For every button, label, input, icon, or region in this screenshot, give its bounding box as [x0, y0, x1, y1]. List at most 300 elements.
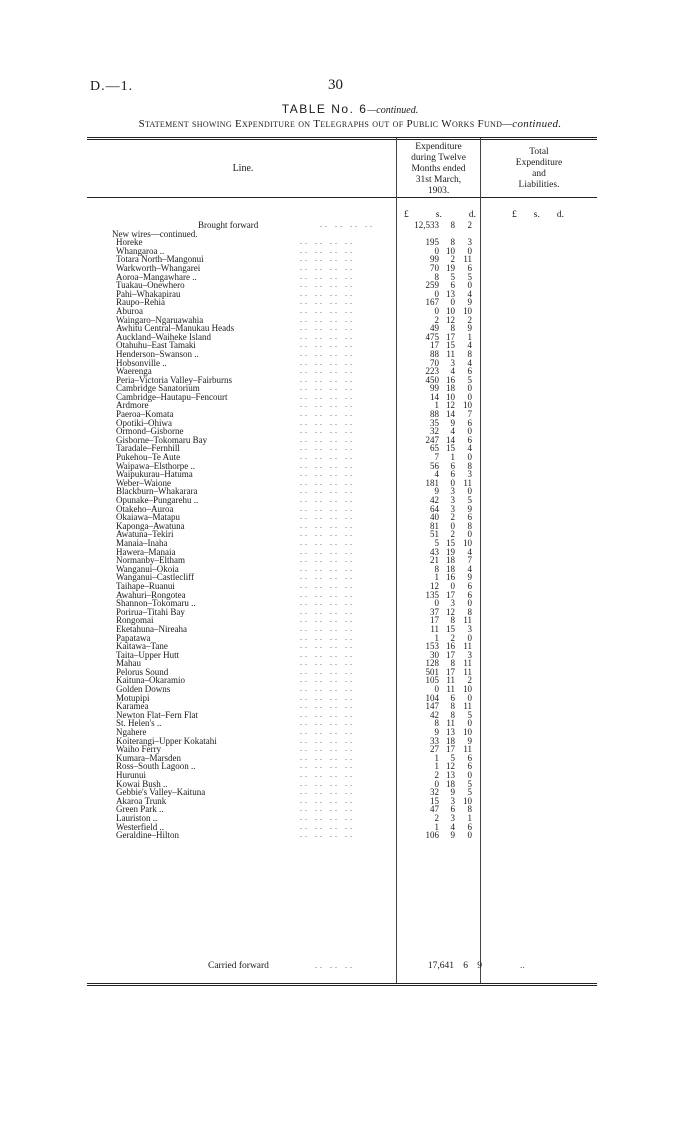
pence: 7 — [467, 555, 472, 566]
shillings: 0 — [450, 580, 455, 591]
shillings: 8 — [450, 658, 455, 669]
pounds: 104 — [425, 692, 439, 703]
line-name: Hurunui — [116, 770, 146, 780]
leader-dots: .. .. .. .. — [300, 623, 355, 633]
shillings: 18 — [446, 563, 455, 574]
table-row — [90, 831, 600, 840]
shillings: 4 — [450, 366, 455, 377]
table-title-main: TABLE No. 6 — [281, 102, 368, 116]
pence: 0 — [467, 280, 472, 291]
unit-pence: d. — [556, 210, 564, 220]
pence: 10 — [463, 537, 472, 548]
leader-dots: .. .. .. .. — [300, 434, 355, 444]
leader-dots: .. .. .. .. — [300, 589, 355, 599]
pence: 4 — [467, 357, 472, 368]
table-body — [90, 221, 600, 840]
leader-dots: .. .. .. .. — [300, 658, 355, 668]
pence: 10 — [463, 684, 472, 695]
pence: 6 — [467, 821, 472, 832]
leader-dots: .. .. .. .. — [300, 348, 355, 358]
shillings: 3 — [450, 503, 455, 514]
pence: 4 — [467, 546, 472, 557]
leader-dots: .. .. .. .. — [300, 684, 355, 694]
hdr-exp-line: 31st March, — [415, 175, 462, 185]
leader-dots: .. .. .. .. — [300, 598, 355, 608]
pence: 4 — [467, 443, 472, 454]
shillings: 5 — [450, 271, 455, 282]
pence: 6 — [467, 434, 472, 445]
leader-dots: .. .. .. .. — [300, 744, 355, 754]
pounds: 475 — [425, 331, 439, 342]
line-name: Taradale–Fernhill — [116, 443, 180, 454]
column-header-expenditure — [397, 142, 480, 197]
pounds: 30 — [430, 649, 439, 660]
leader-dots: .. .. .. .. — [300, 503, 355, 513]
line-name: Otahuhu–East Tamaki — [116, 340, 196, 351]
pounds: 106 — [425, 830, 439, 841]
pounds: 35 — [430, 417, 439, 428]
line-name: Aoroa–Mangawhare .. — [116, 271, 197, 282]
pounds: 11 — [430, 623, 439, 634]
line-name: Kowai Bush .. — [116, 778, 168, 789]
carried-forward-total: .. — [520, 961, 525, 971]
line-name: Blackburn–Whakarara — [116, 486, 198, 497]
shillings: 18 — [446, 735, 455, 746]
pounds: 0 — [434, 684, 439, 695]
pounds: 147 — [425, 701, 439, 712]
leader-dots: .. .. .. .. — [300, 357, 355, 367]
shillings: 6 — [450, 692, 455, 703]
shillings: 15 — [446, 443, 455, 454]
leader-dots: .. .. .. .. — [300, 735, 355, 745]
line-name: Normanby–Eltham — [116, 555, 185, 566]
shillings: 8 — [450, 709, 455, 720]
leader-dots: .. .. .. .. — [300, 262, 355, 272]
line-name: Taihape–Ruanui — [116, 580, 175, 591]
line-name: Waerenga — [116, 366, 152, 377]
pounds: 12,533 — [414, 220, 439, 230]
leader-dots: .. .. .. .. — [300, 701, 355, 711]
unit-shillings: s. — [435, 210, 442, 220]
leader-dots: .. .. .. .. — [300, 804, 355, 814]
leader-dots: .. .. .. .. — [300, 460, 355, 470]
line-name: Cambridge–Hautapu–Fencourt — [116, 391, 228, 402]
bottom-rule — [87, 983, 597, 984]
pounds: 153 — [425, 641, 439, 652]
pounds: 42 — [430, 495, 439, 505]
shillings: 0 — [450, 520, 455, 531]
shillings: 13 — [446, 288, 455, 299]
pounds: 2 — [434, 812, 439, 823]
pounds: 5 — [434, 537, 439, 548]
line-name: Ross–South Lagoon .. — [116, 761, 196, 772]
pounds: 64 — [430, 503, 439, 514]
line-name: Gebbie's Valley–Kaituna — [116, 787, 206, 798]
pounds: 0 — [434, 288, 439, 299]
leader-dots: .. .. .. .. — [300, 254, 355, 264]
shillings: 18 — [446, 778, 455, 789]
pence: 10 — [463, 795, 472, 806]
leader-dots: .. .. .. .. — [320, 220, 375, 229]
line-name: Manaia–Inaha — [116, 537, 168, 548]
shillings: 17 — [446, 649, 455, 660]
leader-dots: .. .. .. .. — [300, 323, 355, 333]
leader-dots: .. .. .. .. — [300, 443, 355, 453]
leader-dots: .. .. .. .. — [300, 606, 355, 616]
pence: 2 — [467, 220, 472, 230]
line-name: Ardmore — [116, 400, 149, 411]
pounds: 7 — [434, 452, 439, 463]
leader-dots: .. .. .. .. — [300, 340, 355, 350]
line-name: Weber–Waione — [116, 477, 172, 488]
line-name: Pukehou–Te Aute — [116, 452, 181, 463]
line-name: Awatuna–Tekiri — [116, 529, 174, 540]
shillings: 11 — [446, 684, 455, 695]
hdr-tot-line: Expenditure — [515, 158, 563, 168]
shillings: 3 — [450, 357, 455, 368]
leader-dots: .. .. .. .. — [300, 477, 355, 487]
leader-dots: .. .. .. .. — [300, 675, 355, 685]
shillings: 6 — [450, 460, 455, 471]
pounds: 0 — [434, 245, 439, 256]
pounds: 1 — [434, 632, 439, 643]
pence: 6 — [467, 752, 472, 763]
pence: 10 — [463, 305, 472, 316]
pounds: 37 — [430, 606, 439, 617]
pounds: 14 — [430, 391, 439, 402]
pence: 11 — [463, 477, 472, 488]
shillings: 6 — [450, 804, 455, 815]
shillings: 4 — [450, 426, 455, 437]
leader-dots: .. .. .. .. — [300, 391, 355, 401]
shillings: 1 — [450, 452, 455, 463]
pence: 6 — [467, 589, 472, 600]
pence: 0 — [467, 529, 472, 540]
leader-dots: .. .. .. .. — [300, 563, 355, 573]
shillings: 10 — [446, 305, 455, 316]
pounds: 33 — [430, 735, 439, 746]
pence: 6 — [467, 417, 472, 428]
pence: 0 — [467, 391, 472, 402]
line-name: Kaponga–Awatuna — [116, 520, 185, 531]
pounds: 8 — [434, 563, 439, 574]
line-name: Warkworth–Whangarei — [116, 262, 201, 273]
pence: 9 — [467, 735, 472, 746]
line-name: Raupo–Rehia — [116, 297, 165, 308]
leader-dots: .. .. .. .. — [300, 314, 355, 324]
pence: 9 — [467, 297, 472, 308]
shillings: 3 — [450, 812, 455, 823]
pounds: 27 — [430, 744, 439, 755]
line-name: Hawera–Manaia — [116, 546, 176, 557]
line-name: Henderson–Swanson .. — [116, 348, 199, 359]
pence: 0 — [467, 452, 472, 463]
pounds: 88 — [430, 348, 439, 359]
leader-dots: .. .. .. .. — [300, 641, 355, 651]
pence: 8 — [467, 460, 472, 471]
line-name: Kaituna–Okaramio — [116, 675, 185, 686]
pence: 0 — [467, 486, 472, 497]
leader-dots: .. .. .. .. — [300, 812, 355, 822]
leader-dots: .. .. .. .. — [300, 830, 355, 840]
hdr-exp-line: Expenditure — [415, 142, 462, 152]
pounds: 167 — [425, 297, 439, 308]
line-name: Porirua–Titahi Bay — [116, 606, 185, 617]
shillings: 17 — [446, 744, 455, 755]
pence: 9 — [467, 323, 472, 334]
shillings: 9 — [450, 787, 455, 798]
line-name: Tuakau–Onewhero — [116, 280, 185, 291]
shillings: 13 — [446, 727, 455, 738]
pounds: 9 — [434, 486, 439, 497]
leader-dots: .. .. .. .. — [300, 400, 355, 410]
pounds: 65 — [430, 443, 439, 454]
leader-dots: .. .. .. .. — [300, 512, 355, 522]
line-name: Green Park .. — [116, 804, 164, 815]
line-name: Paeroa–Komata — [116, 409, 174, 420]
line-name: Otakeho–Auroa — [116, 503, 174, 514]
line-name: Westerfield .. — [116, 821, 165, 832]
pence: 0 — [467, 598, 472, 609]
line-name: Waipukurau–Hatuma — [116, 469, 193, 480]
pounds: 181 — [425, 477, 439, 488]
shillings: 19 — [446, 262, 455, 273]
pounds: 2 — [434, 314, 439, 325]
table-title-suffix: —continued. — [367, 105, 419, 116]
leader-dots: .. .. .. .. — [300, 331, 355, 341]
pence: 11 — [463, 701, 472, 712]
line-name: Taita–Upper Hutt — [116, 649, 180, 660]
line-name: Wanganui–Okoia — [116, 563, 179, 574]
page-ref: D.—1. — [90, 79, 134, 94]
leader-dots: .. .. .. .. — [300, 555, 355, 565]
pounds: 32 — [430, 787, 439, 798]
pence: 6 — [467, 512, 472, 523]
line-name: Eketahuna–Nireaha — [116, 623, 187, 634]
pence: 3 — [467, 237, 472, 248]
hdr-tot-line: Total — [529, 147, 549, 157]
shillings: 2 — [450, 529, 455, 540]
line-name: Horeke — [116, 237, 143, 248]
pounds: 12 — [430, 580, 439, 591]
shillings: 9 — [450, 830, 455, 841]
line-name: Papatawa — [116, 632, 151, 643]
line-name: Lauriston .. — [116, 812, 158, 823]
line-name: Auckland–Waiheke Island — [116, 331, 211, 342]
leader-dots: .. .. .. .. — [300, 374, 355, 384]
bottom-rule-inner — [87, 985, 597, 986]
line-name: Motupipi — [116, 692, 150, 703]
leader-dots: .. .. .. .. — [300, 383, 355, 393]
line-name: Awhitu Central–Manukau Heads — [116, 323, 235, 334]
line-name: Waingaro–Ngaruawahia — [116, 314, 204, 325]
pounds: 17 — [430, 340, 439, 351]
leader-dots: .. .. .. .. — [300, 546, 355, 556]
pounds: 17,641 — [427, 961, 454, 971]
pounds: 40 — [430, 512, 439, 523]
leader-dots: .. .. .. .. — [300, 692, 355, 702]
line-name: Waiho Ferry — [116, 744, 162, 755]
leader-dots: .. .. .. .. — [300, 580, 355, 590]
pounds: 56 — [430, 460, 439, 471]
pounds: 195 — [425, 237, 439, 248]
pence: 10 — [463, 727, 472, 738]
pence: 0 — [467, 718, 472, 729]
pence: 5 — [467, 495, 472, 505]
shillings: 8 — [450, 615, 455, 626]
pounds: 1 — [434, 761, 439, 772]
pounds: 0 — [434, 598, 439, 609]
top-rule — [87, 137, 597, 138]
line-name: Ngahere — [116, 727, 147, 738]
pence: 4 — [467, 340, 472, 351]
shillings: 2 — [450, 254, 455, 265]
pounds: 8 — [434, 271, 439, 282]
leader-dots: .. .. .. .. — [300, 288, 355, 298]
leader-dots: .. .. .. .. — [300, 778, 355, 788]
line-name: Hobsonville .. — [116, 357, 167, 368]
leader-dots: .. .. .. .. — [300, 237, 355, 247]
pence: 0 — [467, 383, 472, 394]
shillings: 19 — [446, 546, 455, 557]
shillings: 3 — [450, 795, 455, 806]
leader-dots: .. .. .. .. — [300, 366, 355, 376]
shillings: 14 — [446, 434, 455, 445]
shillings: 12 — [446, 761, 455, 772]
shillings: 15 — [446, 623, 455, 634]
pounds: 135 — [425, 589, 439, 600]
pounds: 259 — [425, 280, 439, 291]
column-header-total — [481, 147, 597, 191]
line-name: Waipawa–Elsthorpe .. — [116, 460, 196, 471]
pounds: 128 — [425, 658, 439, 669]
line-name: Golden Downs — [116, 684, 171, 695]
leader-dots: .. .. .. .. — [300, 495, 355, 504]
unit-pounds: £ — [512, 210, 517, 220]
shillings: 5 — [450, 752, 455, 763]
pence: 9 — [467, 503, 472, 514]
pence: 6 — [467, 366, 472, 377]
pence: 4 — [467, 288, 472, 299]
leader-dots: .. .. .. .. — [300, 486, 355, 496]
pence: 3 — [467, 649, 472, 660]
pence: 2 — [467, 675, 472, 686]
shillings: 18 — [446, 383, 455, 394]
line-name: Wanganui–Castlecliff — [116, 572, 195, 583]
pounds: 51 — [430, 529, 439, 540]
shillings: 17 — [446, 589, 455, 600]
leader-dots: .. .. .. .. — [300, 787, 355, 797]
shillings: 12 — [446, 400, 455, 411]
brought-forward-label: Brought forward — [198, 220, 259, 230]
pounds: 43 — [430, 546, 439, 557]
leader-dots: .. .. .. .. — [300, 718, 355, 728]
leader-dots: .. .. .. .. — [300, 752, 355, 762]
leader-dots: .. .. .. .. — [300, 632, 355, 642]
line-name: Pahi–Whakapirau — [116, 288, 181, 299]
pounds: 9 — [434, 727, 439, 738]
pounds: 32 — [430, 426, 439, 437]
leader-dots: .. .. .. .. — [300, 280, 355, 290]
pence: 5 — [467, 787, 472, 798]
carried-forward-label: Carried forward — [208, 961, 269, 971]
pence: 0 — [467, 770, 472, 780]
shillings: 18 — [446, 555, 455, 566]
shillings: 10 — [446, 391, 455, 402]
section-label: New wires—continued. — [112, 228, 198, 239]
shillings: 3 — [450, 486, 455, 497]
unit-pounds: £ — [404, 210, 409, 220]
leader-dots: .. .. .. .. — [300, 529, 355, 539]
pence: 6 — [467, 262, 472, 273]
shillings: 17 — [446, 331, 455, 342]
pounds: 450 — [425, 374, 439, 385]
column-header-line: Line. — [232, 163, 254, 174]
leader-dots: .. .. .. .. — [300, 417, 355, 427]
shillings: 14 — [446, 409, 455, 420]
line-name: Peria–Victoria Valley–Fairburns — [116, 374, 233, 385]
shillings: 16 — [446, 572, 455, 583]
pounds: 99 — [430, 383, 439, 394]
leader-dots: .. .. .. .. — [300, 795, 355, 805]
pounds: 8 — [434, 718, 439, 729]
shillings: 0 — [450, 477, 455, 488]
line-name: Akaroa Trunk — [116, 795, 167, 806]
units-expenditure — [404, 210, 476, 220]
pence: 11 — [463, 254, 472, 265]
pence: 11 — [463, 666, 472, 677]
pounds: 501 — [425, 666, 439, 677]
leader-dots: .. .. .. .. — [300, 615, 355, 625]
shillings: 16 — [446, 374, 455, 385]
line-name: Shannon–Tokomaru .. — [116, 598, 196, 609]
pounds: 88 — [430, 409, 439, 420]
pence: 0 — [467, 426, 472, 437]
shillings: 6 — [450, 469, 455, 480]
line-name: Newton Flat–Fern Flat — [116, 709, 198, 720]
leader-dots: .. .. .. .. — [300, 452, 355, 462]
pence: 5 — [467, 778, 472, 789]
shillings: 3 — [450, 495, 455, 505]
pounds: 1 — [434, 400, 439, 411]
pounds: 1 — [434, 572, 439, 583]
unit-pence: d. — [468, 210, 476, 220]
pence: 5 — [467, 709, 472, 720]
pounds: 70 — [430, 357, 439, 368]
pence: 6 — [467, 761, 472, 772]
pence: 1 — [467, 812, 472, 823]
leader-dots: .. .. .. .. — [300, 727, 355, 737]
leader-dots: .. .. .. .. — [300, 666, 355, 676]
leader-dots: .. .. .. .. — [300, 426, 355, 436]
pounds: 223 — [425, 366, 439, 377]
line-name: Ormond–Gisborne — [116, 426, 184, 437]
line-name: Cambridge Sanatorium — [116, 383, 200, 394]
pence: 9 — [467, 572, 472, 583]
pence: 5 — [467, 374, 472, 385]
units-total — [512, 210, 564, 220]
shillings: 11 — [446, 718, 455, 729]
statement-suffix: —continued. — [502, 118, 562, 130]
leader-dots: .. .. .. .. — [300, 520, 355, 530]
pounds: 47 — [430, 804, 439, 815]
hdr-exp-line: 1903. — [427, 186, 450, 196]
hdr-exp-line: during Twelve — [411, 153, 466, 163]
leader-dots: .. .. .. .. — [300, 271, 355, 281]
pounds: 247 — [425, 434, 439, 445]
line-name: Koiterangi–Upper Kokatahi — [116, 735, 217, 746]
leader-dots: .. .. .. .. — [300, 761, 355, 771]
